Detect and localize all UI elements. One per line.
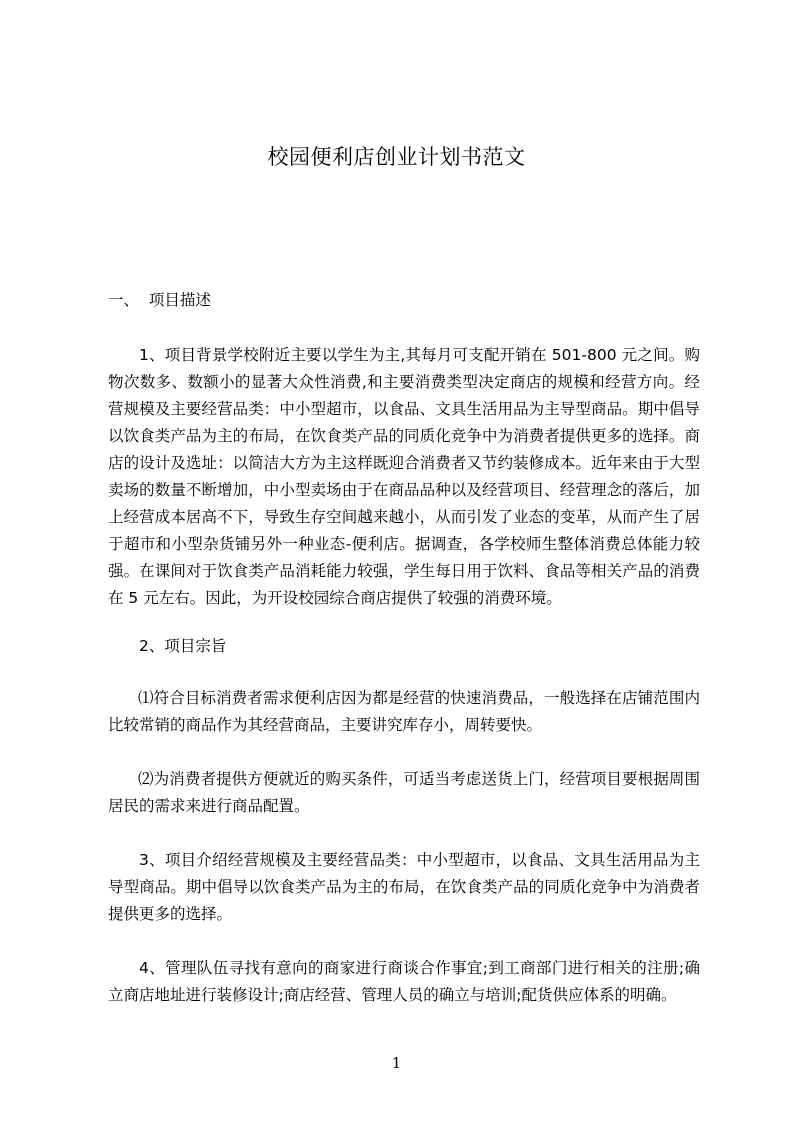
section-heading-project-description: 一、 项目描述 [108,291,211,309]
paragraph-purpose-item-1: ⑴符合目标消费者需求便利店因为都是经营的快速消费品，一般选择在店铺范围内比较常销的商品作为其经营商品，主要讲究库存小，周转要快。 [108,689,700,734]
paragraph-project-background: 1、项目背景学校附近主要以学生为主,其每月可支配开销在 501-800 元之间。购物次数多、数额小的显著大众性消费,和主要消费类型决定商店的规模和经营方向。经营规模及主要经营品类：中小型超市，以食品、文具生活用品为主导型商品。期中倡导以饮食类产品为主的布局，在饮食类产品的同质化竞争中为消费者提供更多的选择。商店的设计及选址：以简洁大方为主这样既迎合消费者又节约装修成本。近年来由于大型卖场的数量不断增加，中小型卖场由于在商品品种以及经营项目、经营理念的落后，加上经营成本居高不下，导致生存空间越来越小，从而引发了业态的变革，从而产生了居于超市和小型杂货铺另外一种业态-便利店。据调查，各学校师生整体消费总体能力较强。在课间对于饮食类产品消耗能力较强，学生每日用于饮料、食品等相关产品的消费在 5 元左右。因此，为开设校园综合商店提供了较强的消费环境。 [108,346,700,607]
paragraph-project-introduction: 3、项目介绍经营规模及主要经营品类：中小型超市，以食品、文具生活用品为主导型商品。期中倡导以饮食类产品为主的布局，在饮食类产品的同质化竞争中为消费者提供更多的选择。 [108,851,700,923]
document-title: 校园便利店创业计划书范文 [267,145,526,169]
paragraph-project-purpose-heading: 2、项目宗旨 [139,637,227,655]
page-number: 1 [391,1054,402,1072]
paragraph-purpose-item-2: ⑵为消费者提供方便就近的购买条件，可适当考虑送货上门，经营项目要根据周围居民的需求来进行商品配置。 [108,770,700,815]
paragraph-management-team: 4、管理队伍寻找有意向的商家进行商谈合作事宜;到工商部门进行相关的注册;确立商店地址进行装修设计;商店经营、管理人员的确立与培训;配货供应体系的明确。 [108,959,700,1004]
